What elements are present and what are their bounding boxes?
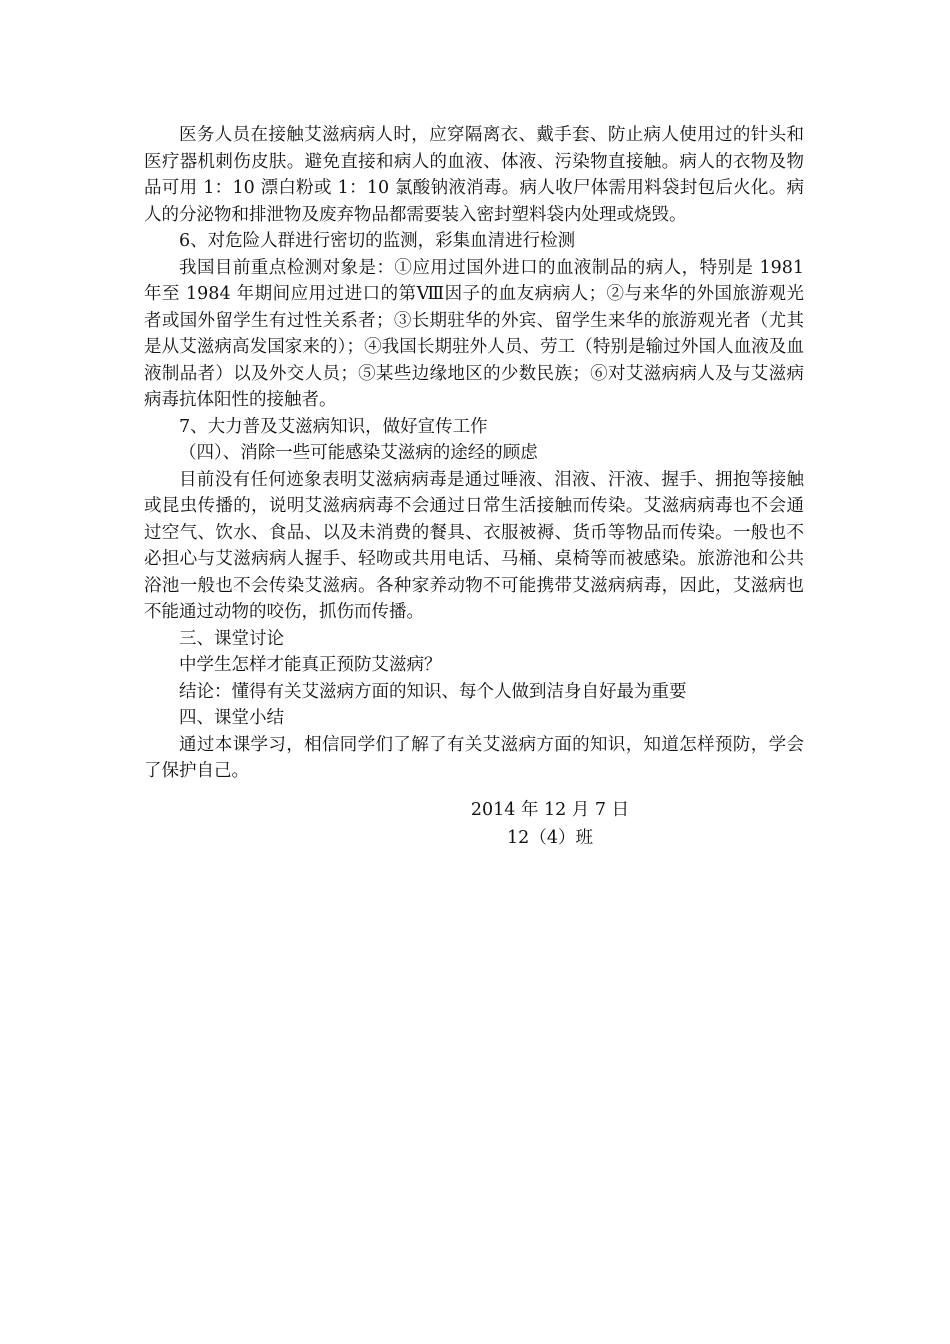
paragraph-education-heading: 7、大力普及艾滋病知识，做好宣传工作 xyxy=(179,416,488,437)
paragraph-monitoring-heading: 6、对危险人群进行密切的监测，彩集血清进行检测 xyxy=(179,231,576,251)
signature-class: 12（4）班 xyxy=(507,828,593,848)
signature-block xyxy=(470,796,630,852)
paragraph-protection-measures: 医务人员在接触艾滋病病人时，应穿隔离衣、戴手套、防止病人使用过的针头和医疗器机刺伤皮肤。避免直接和病人的血液、体液、污染物直接触。病人的衣物及物品可用 1：10 漂白粉或 1：10 氯酸钠液消毒。病人收尸体需用料袋封包后火化。病人的分泌物和排泄物及废弃物品都需要装入密封塑料袋内处理或烧毁。 xyxy=(144,125,804,225)
paragraph-discussion-question: 中学生怎样才能真正预防艾滋病？ xyxy=(179,655,442,675)
paragraph-section-four-heading: （四）、消除一些可能感染艾滋病的途经的顾虑 xyxy=(179,443,538,463)
paragraph-conclusion: 结论：懂得有关艾滋病方面的知识、每个人做到洁身自好最为重要 xyxy=(179,681,687,702)
paragraph-transmission-facts: 目前没有任何迹象表明艾滋病病毒是通过唾液、泪液、汗液、握手、拥抱等接触或昆虫传播的，说明艾滋病病毒不会通过日常生活接触而传染。艾滋病病毒也不会通过空气、饮水、食品、以及未消费的餐具、衣服被褥、货币等物品而传染。一般也不必担心与艾滋病病人握手、轻吻或共用电话、马桶、桌椅等而被感染。旅游池和公共浴池一般也不会传染艾滋病。各种家养动物不可能携带艾滋病病毒，因此，艾滋病也不能通过动物的咬伤，抓伤而传播。 xyxy=(144,469,804,622)
document-body xyxy=(144,122,804,785)
paragraph-discussion-heading: 三、课堂讨论 xyxy=(179,628,284,649)
paragraph-summary: 通过本课学习，相信同学们了解了有关艾滋病方面的知识，知道怎样预防，学会了保护自己。 xyxy=(144,734,804,781)
paragraph-summary-heading: 四、课堂小结 xyxy=(179,708,284,728)
paragraph-monitoring-targets: 我国目前重点检测对象是：①应用过国外进口的血液制品的病人，特别是 1981 年至 1984 年期间应用过进口的第Ⅷ因子的血友病病人；②与来华的外国旅游观光者或国外留学生有过性关系者；③长期驻华的外宾、留学生来华的旅游观光者（尤其是从艾滋病高发国家来的）；④我国长期驻外人员、劳工（特别是输过外国人血液及血液制品者）以及外交人员；⑤某些边缘地区的少数民族；⑥对艾滋病病人及与艾滋病病毒抗体阳性的接触者。 xyxy=(144,257,804,410)
signature-date: 2014 年 12 月 7 日 xyxy=(470,800,630,820)
